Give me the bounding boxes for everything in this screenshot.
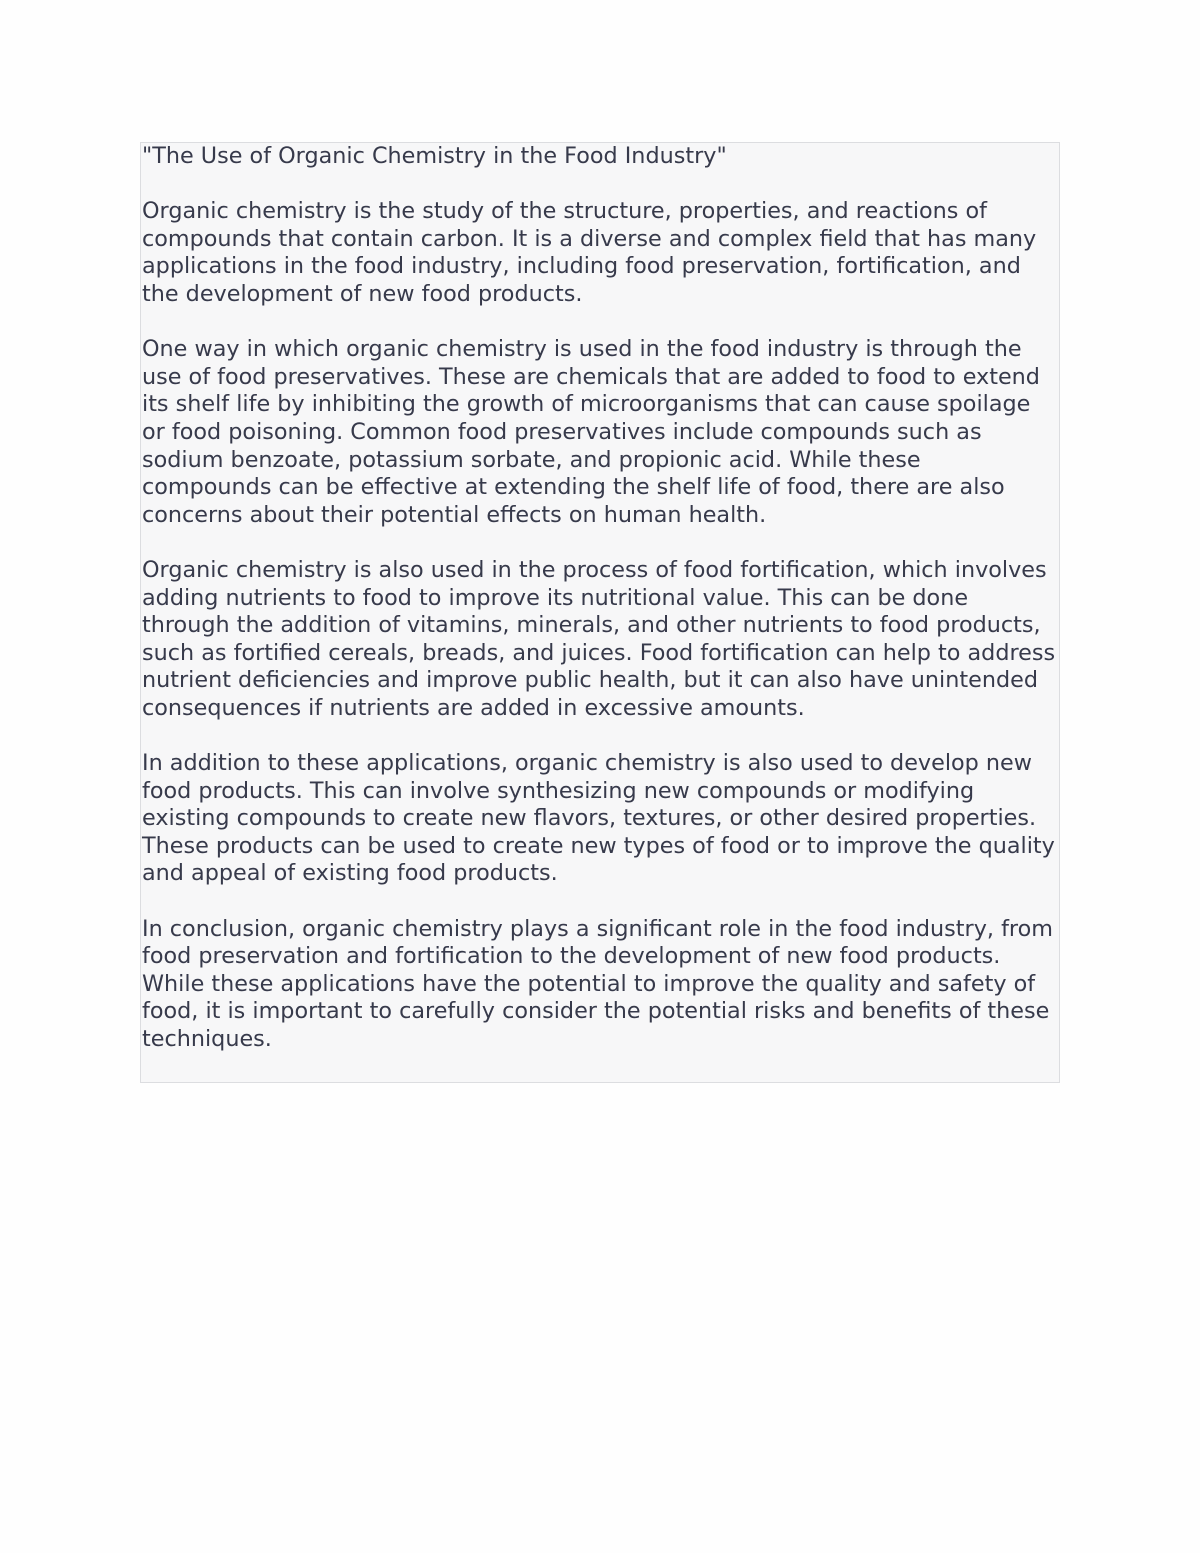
paragraph-5: In conclusion, organic chemistry plays a significant role in the food industry, from food preservation and fortification to the development of new food products. While these applications have the potential to improve the quality and safety of food, it is important to carefully consider the potential risks and benefits of these techniques. <box>142 915 1053 1052</box>
document-text-block <box>140 142 1060 1083</box>
paragraph-4: In addition to these applications, organic chemistry is also used to develop new food products. This can involve synthesizing new compounds or modifying existing compounds to create new flavors, textures, or other desired properties. These products can be used to create new types of food or to improve the quality and appeal of existing food products. <box>142 750 1055 887</box>
paragraph-1: Organic chemistry is the study of the structure, properties, and reactions of compounds that contain carbon. It is a diverse and complex field that has many applications in the food industry, including food preservation, fortification, and the development of new food products. <box>142 198 1037 307</box>
paragraph-3: Organic chemistry is also used in the process of food fortification, which involves adding nutrients to food to improve its nutritional value. This can be done through the addition of vitamins, minerals, and other nutrients to food products, such as fortified cereals, breads, and juices. Food fortification can help to address nutrient deficiencies and improve public health, but it can also have unintended consequences if nutrients are added in excessive amounts. <box>142 556 1056 721</box>
paragraph-2: One way in which organic chemistry is used in the food industry is through the use of food preservatives. These are chemicals that are added to food to extend its shelf life by inhibiting the growth of microorganisms that can cause spoilage or food poisoning. Common food preservatives include compounds such as sodium benzoate, potassium sorbate, and propionic acid. While these compounds can be effective at extending the shelf life of food, there are also concerns about their potential effects on human health. <box>142 336 1040 528</box>
document-title: "The Use of Organic Chemistry in the Food Industry" <box>142 143 727 169</box>
